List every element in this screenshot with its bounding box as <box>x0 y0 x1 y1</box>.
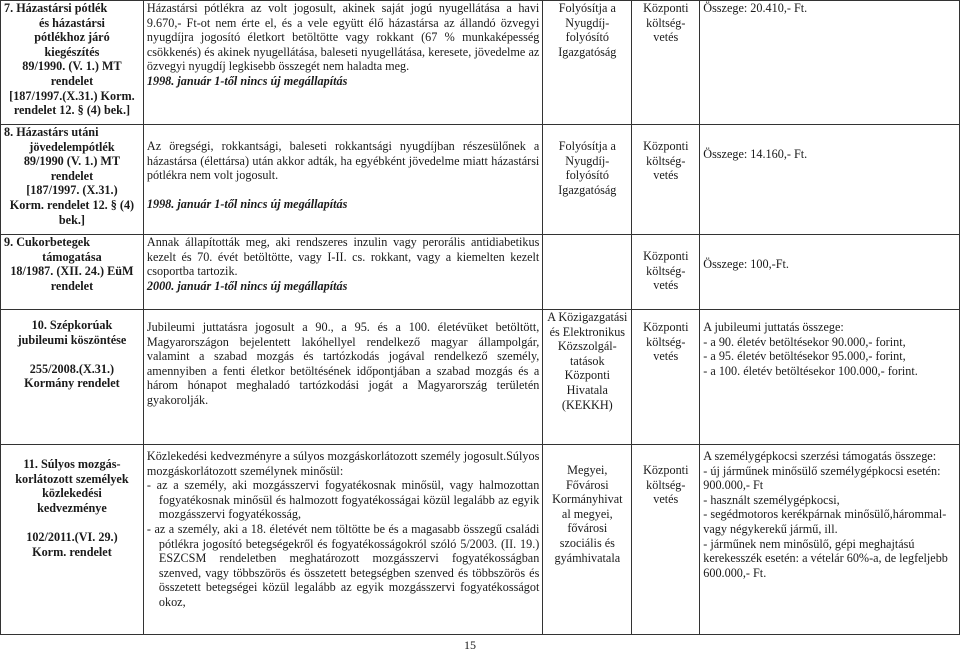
no-new-grant-note: 1998. január 1-től nincs új megállapítás <box>146 196 348 211</box>
page-number: 15 <box>464 638 476 652</box>
amount-cell: Összege: 20.410,- Ft. <box>700 1 960 125</box>
no-new-grant-note: 1998. január 1-től nincs új megállapítás <box>146 73 348 88</box>
amount-cell: A jubileumi juttatás összege: - a 90. életév betöltésekor 90.000,- forint, - a 95. életév betöltésekor 95.000,- forint, - a 100. életév betöltésekor 100.000,- forint. <box>700 310 960 445</box>
payer-cell <box>543 235 632 310</box>
benefit-name-cell: 7. Házastársi pótlék és házastársi pótlékhoz járó kiegészítés 89/1990. (V. 1.) MT rendelet [187/1997.(X.31.) Korm. rendelet 12. § (4) bek.] <box>1 1 144 125</box>
benefit-name-cell: 10. Szépkorúak jubileumi köszöntése 255/2008.(X.31.) Kormány rendelet <box>1 310 144 445</box>
amount-cell: Összege: 100,-Ft. <box>700 235 960 310</box>
funding-cell: Központi költség-vetés <box>632 310 700 445</box>
table-row <box>1 1 960 125</box>
payer-cell: Folyósítja a Nyugdíj-folyósító Igazgatóság <box>543 1 632 125</box>
benefit-description-cell: Jubileumi juttatásra jogosult a 90., a 95. és a 100. életévüket betöltött, Magyarországon bejelentett lakóhellyel rendelkező magyar állampolgár, valamint a szabad mozgás és tartózkodás jogával rendelkező személy, amennyiben a fenti életkor betöltésének időpontjában a szabad mozgás és a három hónapot meghaladó tartózkodási jogát a Magyarország területén gyakorolják. <box>143 310 542 445</box>
benefit-description-cell: Az öregségi, rokkantsági, baleseti rokkantsági nyugdíjban részesülőnek a házastársa (élettársa) után akkor adták, ha egyébként jövedelme miatt házastársi pótlékra nem volt jogosult. 1998. január 1-től nincs új megállapítás <box>143 125 542 235</box>
benefit-description-cell: Közlekedési kedvezményre a súlyos mozgáskorlátozott személy jogosult.Súlyos mozgáskorlátozott személynek minősül: - az a személy, aki mozgásszervi fogyatékosnak minősül, vagy halmozottan fogyatékosnak minősül és halmozott fogyatékosságai közül legalább az egyik mozgásszervi fogyatékosság, - az a személy, aki a 18. életévét nem töltötte be és a magasabb összegű családi pótlékra jogosító betegségekről és fogyatékosságokról szóló 5/2003. (II. 19.) ESZCSM rendeletben meghatározott mozgásszervi fogyatékosságban szenved, vagy többszörös és összetett betegségben szenved és többszörös és összetett betegségei közül legalább az egyik mozgásszervi fogyatékosságot okoz, <box>143 445 542 635</box>
table-row <box>1 310 960 445</box>
no-new-grant-note: 2000. január 1-től nincs új megállapítás <box>146 278 348 293</box>
amount-cell: Összege: 14.160,- Ft. <box>700 125 960 235</box>
amount-cell: A személygépkocsi szerzési támogatás összege: - új járműnek minősülő személygépkocsi esetén: 900.000,- Ft - használt személygépkocsi, - segédmotoros kerékpárnak minősülő,hárommal- vagy négykerekű jármű, ill. - járműnek nem minősülő, gépi meghajtású kerekesszék esetén: a vételár 60%-a, de legfeljebb 600.000,- Ft. <box>700 445 960 635</box>
benefit-description-cell: Annak állapították meg, aki rendszeres inzulin vagy perorális antidiabetikus kezelt és 70. évét betöltötte, vagy I-II. cs. rokkant, vagy a kiemelten kezelt csoportba tartozik. 2000. január 1-től nincs új megállapítás <box>143 235 542 310</box>
eligibility-item: - az a személy, aki a 18. életévét nem töltötte be és a magasabb összegű családi pótlékra jogosító betegségekről és fogyatékosságokról szóló 5/2003. (II. 19.) ESZCSM rendeletben meghatározott mozgásszervi fogyatékosságban szenved, vagy többszörös és összetett betegségben szenved és többszörös és összetett betegségei közül legalább az egyik mozgásszervi fogyatékosságot okoz, <box>146 521 540 609</box>
eligibility-item: - az a személy, aki mozgásszervi fogyatékosnak minősül, vagy halmozottan fogyatékosnak minősül és halmozott fogyatékosságai közül legalább az egyik mozgásszervi fogyatékosság, <box>146 478 540 522</box>
payer-cell: Folyósítja a Nyugdíj-folyósító Igazgatóság <box>543 125 632 235</box>
benefit-description-cell: Házastársi pótlékra az volt jogosult, akinek saját jogú nyugellátása a havi 9.670,- Ft-ot nem érte el, és a vele együtt élő házastársa az állandó özvegyi nyugdíjra jogosító életkort betöltötte vagy rokkant (67 % munkaképesség csökkenés) és akinek nyugellátása, baleseti nyugellátása, keresete, jövedelme az özvegyi nyugdíj legkisebb összegét nem haladta meg. 1998. január 1-től nincs új megállapítás <box>143 1 542 125</box>
benefit-name-cell: 11. Súlyos mozgás- korlátozott személyek közlekedési kedvezménye 102/2011.(VI. 29.) Korm. rendelet <box>1 445 144 635</box>
table-row <box>1 125 960 235</box>
benefit-name-cell: 8. Házastárs utáni jövedelempótlék 89/1990 (V. 1.) MT rendelet [187/1997. (X.31.) Korm. rendelet 12. § (4) bek.] <box>1 125 144 235</box>
funding-cell: Központi költség-vetés <box>632 1 700 125</box>
payer-cell: Megyei, Fővárosi Kormányhivat al megyei, fővárosi szociális és gyámhivatala <box>543 445 632 635</box>
benefit-name-cell: 9. Cukorbetegek támogatása 18/1987. (XII. 24.) EüM rendelet <box>1 235 144 310</box>
funding-cell: Központi költség-vetés <box>632 235 700 310</box>
table-row <box>1 445 960 635</box>
payer-cell: A Közigazgatási és Elektronikus Közszolgál-tatások Központi Hivatala (KEKKH) <box>543 310 632 445</box>
funding-cell: Központi költség-vetés <box>632 125 700 235</box>
table-row <box>1 235 960 310</box>
funding-cell: Központi költség-vetés <box>632 445 700 635</box>
